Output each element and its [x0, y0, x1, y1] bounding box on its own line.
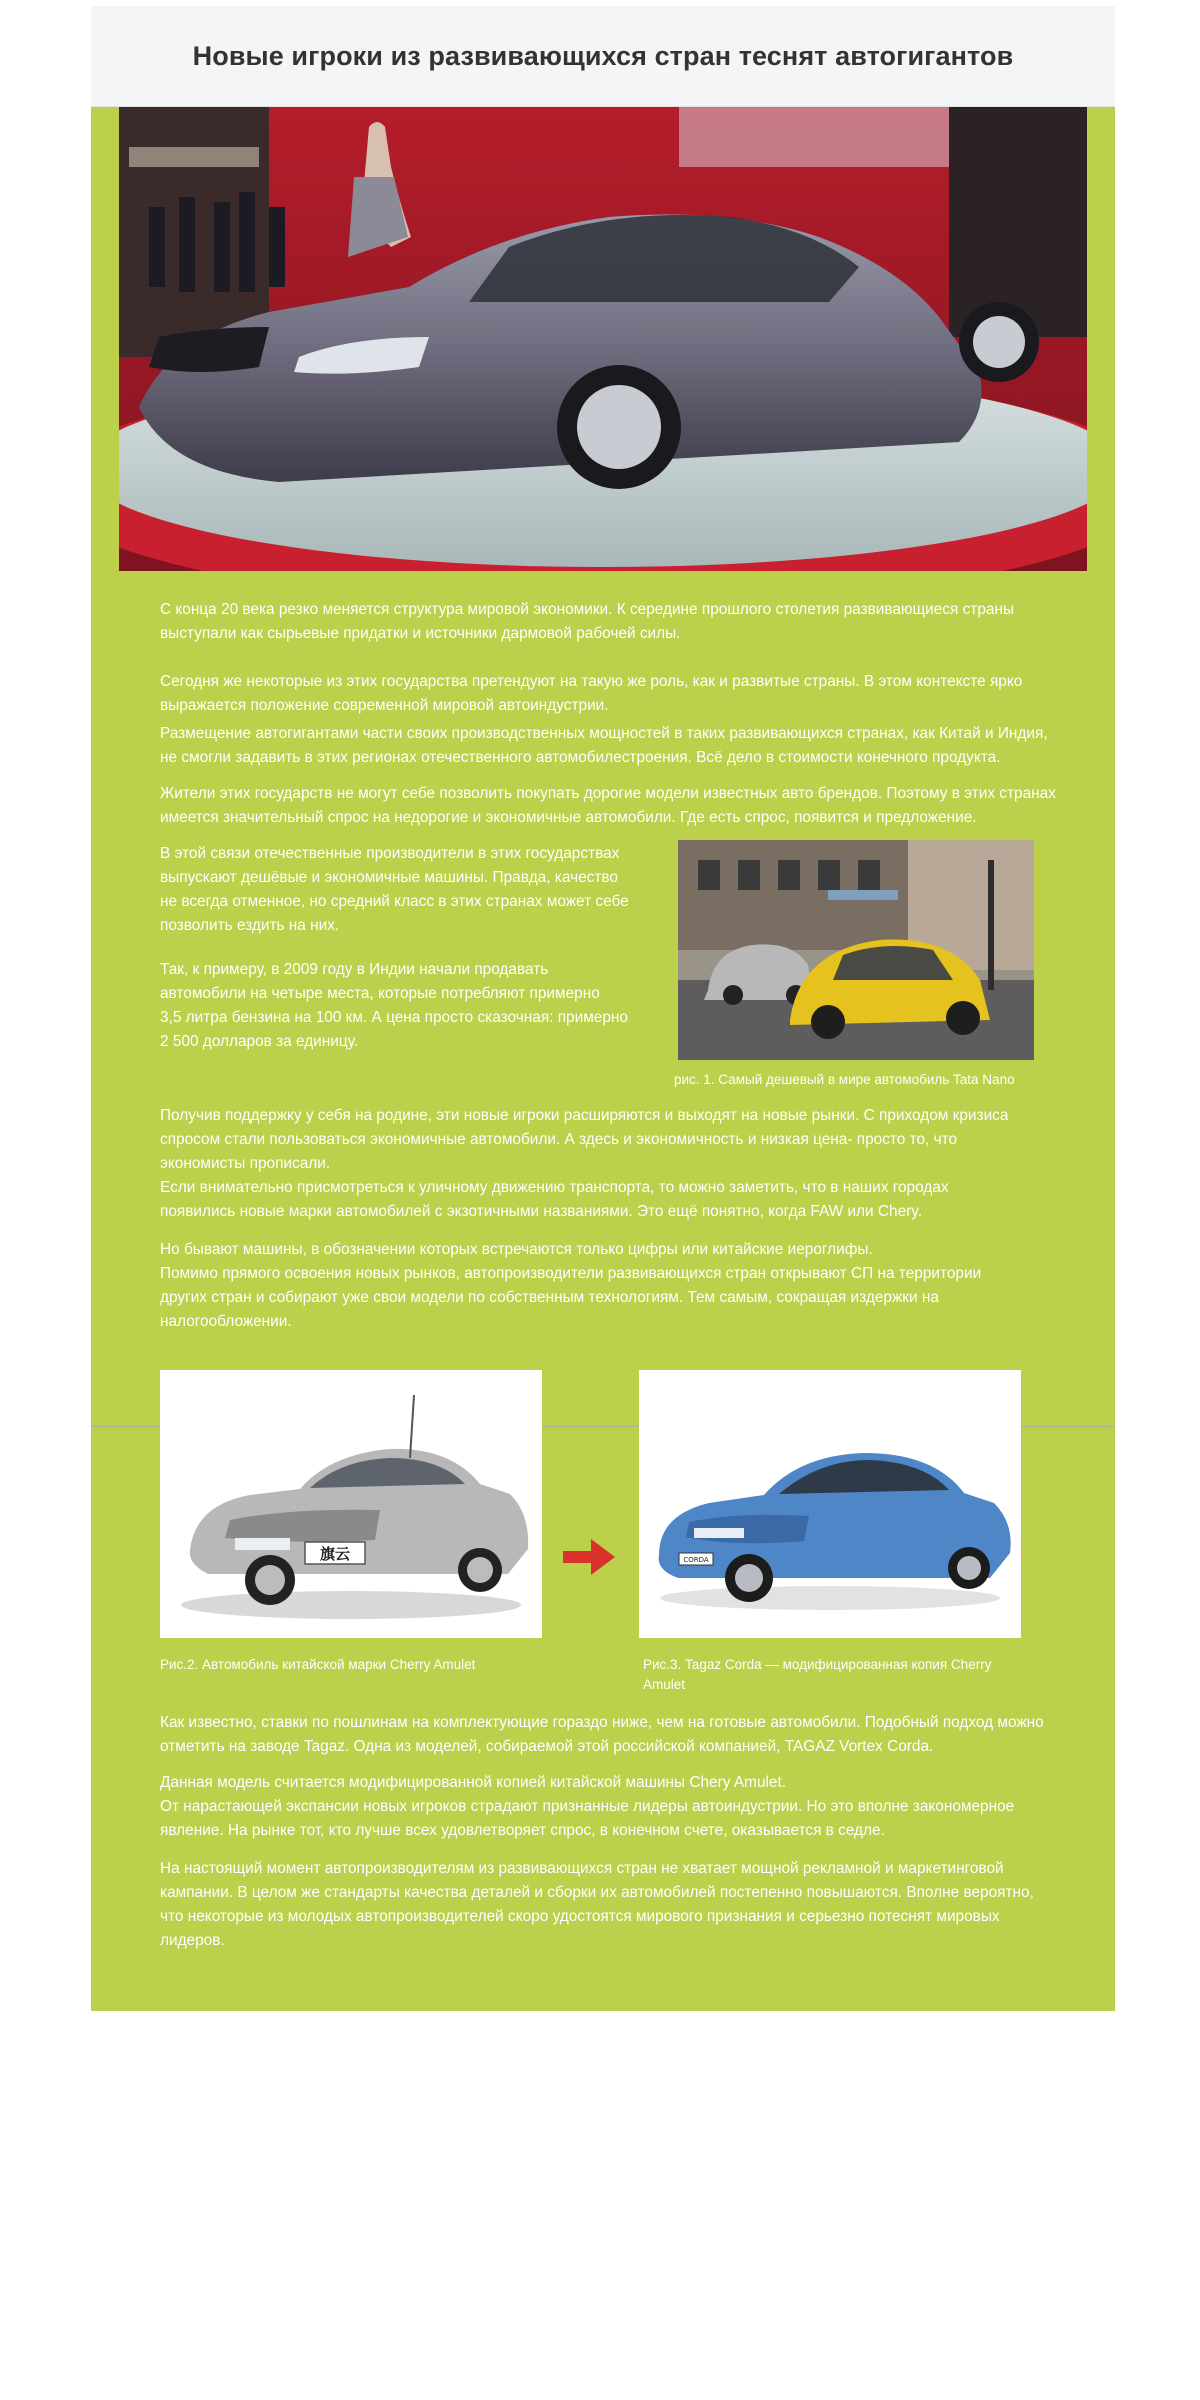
paragraph-9: Как известно, ставки по пошлинам на комплектующие гораздо ниже, чем на готовые автомобили. Подобный подход можно отметить на заводе Tagaz. Одна из моделей, собираемой этой российской компанией, TAGAZ Vortex Corda. — [160, 1714, 1044, 1755]
article-body — [91, 107, 1115, 2011]
hero-photo-car-show — [119, 107, 1087, 571]
figure-2-cherry-amulet — [160, 1370, 542, 1638]
paragraph-6: Так, к примеру, в 2009 году в Индии начали продавать автомобили на четыре места, которые потребляют примерно 3,5 литра бензина на 100 км. А цена просто сказочная: примерно 2 500 долларов за единицу. — [160, 961, 628, 1050]
figure-3-tagaz-corda — [639, 1370, 1021, 1638]
figure-2-plate: 旗云 — [319, 1545, 351, 1563]
article-header — [91, 6, 1115, 107]
paragraph-5: В этой связи отечественные производители в этих государствах выпускают дешёвые и экономичные машины. Правда, качество не всегда отменное, но средний класс в этих странах может себе позволить ездить на них. — [160, 845, 629, 934]
paragraph-10: Данная модель считается модифицированной копией китайской машины Chery Amulet. От нарастающей экспансии новых игроков страдают признанные лидеры автоиндустрии. Но это вполне закономерное явление. На рынке тот, кто лучше всех удовлетворяет спрос, в конечном счете, оказывается в седле. — [160, 1774, 1015, 1839]
paragraph-7: Получив поддержку у себя на родине, эти новые игроки расширяются и выходят на новые рынки. С приходом кризиса спросом стали пользоваться экономичные автомобили. А здесь и экономичность и низкая цена- просто то, что экономисты прописали. Если внимательно присмотреться к уличному движению транспорта, то можно заметить, что в наших городах появились новые марки автомобилей с экзотичными названиями. Это ещё понятно, когда FAW или Chery. — [160, 1107, 1009, 1220]
paragraph-4: Жители этих государств не могут себе позволить покупать дорогие модели известных авто брендов. Поэтому в этих странах имеется значительный спрос на недорогие и экономичные автомобили. Где есть спрос, появится и предложение. — [160, 785, 1056, 826]
figure-1-tata-nano — [678, 840, 1034, 1060]
paragraph-11: На настоящий момент автопроизводителям из развивающихся стран не хватает мощной рекламной и маркетинговой кампании. В целом же стандарты качества деталей и сборки их автомобилей постепенно повышаются. Вполне вероятно, что некоторые из молодых автопроизводителей скоро удостоятся мирового признания и серьезно потеснят мировых лидеров. — [160, 1860, 1034, 1949]
arrow-right-icon — [561, 1535, 617, 1579]
paragraph-2: Сегодня же некоторые из этих государства претендуют на такую же роль, как и развитые страны. В этом контексте ярко выражается положение современной мировой автоиндустрии. — [160, 673, 1023, 714]
figure-2-caption: Рис.2. Автомобиль китайской марки Cherry Amulet — [160, 1657, 476, 1672]
article-page — [91, 6, 1115, 2011]
paragraph-3: Размещение автогигантами части своих производственных мощностей в таких развивающихся странах, как Китай и Индия, не смогли задавить в этих регионах отечественного автомобилестроения. Всё дело в стоимости конечного продукта. — [160, 725, 1048, 766]
article-title: Новые игроки из развивающихся стран теснят автогигантов — [192, 40, 1014, 71]
paragraph-1: С конца 20 века резко меняется структура мировой экономики. К середине прошлого столетия развивающиеся страны выступали как сырьевые придатки и источники дармовой рабочей силы. — [160, 601, 1015, 642]
figure-3-plate: CORDA — [683, 1556, 709, 1564]
figure-3-caption: Рис.3. Tagaz Corda — модифицированная копия Cherry Amulet — [643, 1657, 992, 1692]
paragraph-8: Но бывают машины, в обозначении которых встречаются только цифры или китайские иероглифы. Помимо прямого освоения новых рынков, автопроизводители развивающихся стран открывают СП на территории других стран и собирают уже свои модели по собственным технологиям. Тем самым, сокращая издержки на налогообложении. — [160, 1241, 982, 1330]
figure-1-caption: рис. 1. Самый дешевый в мире автомобиль Tata Nano — [674, 1072, 1015, 1087]
